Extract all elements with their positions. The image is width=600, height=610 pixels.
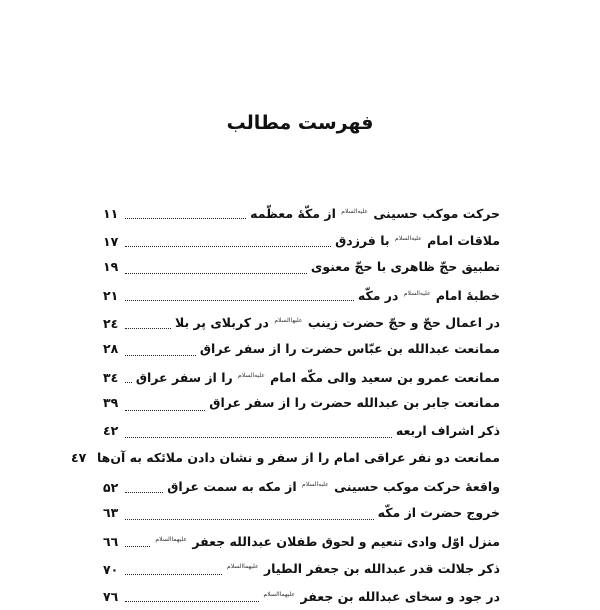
toc-page-number: ۵۲ [103, 479, 119, 495]
toc-entry-title-text: حرکت موکب حسینی [373, 206, 500, 222]
honorific-symbol: علیه‌السلام [403, 290, 431, 298]
toc-entry-title [335, 227, 500, 253]
toc-entry[interactable] [103, 282, 500, 309]
toc-page-number: ٦۳ [103, 504, 119, 520]
toc-page-number: ۷٦ [103, 588, 119, 604]
honorific-symbol: علیه‌السلام [238, 372, 265, 380]
toc-entry-title [250, 200, 500, 226]
toc-entry[interactable] [103, 255, 500, 282]
toc-entry-title-text-continued: را از سفر عراق [135, 370, 233, 386]
dot-leader [125, 410, 205, 411]
honorific-symbol: علیه‌السلام [341, 208, 368, 215]
honorific-symbol: علیهاالسلام [274, 317, 303, 325]
honorific-symbol: علیهماالسلام [226, 563, 259, 571]
toc-entry-title-text: در جود و سخای عبدالله بن جعفر [300, 588, 500, 604]
toc-entry-title-text-continued: با فرزدق [335, 233, 390, 249]
dot-leader [125, 355, 196, 356]
toc-page-number: ۱۹ [103, 258, 119, 274]
dot-leader [125, 218, 246, 219]
dot-leader [125, 273, 307, 274]
toc-entry-title-text: ذکر جلالت قدر عبدالله بن جعفر الطیار [263, 561, 500, 577]
toc-entry-title [358, 282, 500, 308]
toc-entry[interactable] [103, 227, 500, 254]
toc-entry-title-text: خروج حضرت از مکّه [377, 504, 500, 520]
toc-entry[interactable] [103, 391, 500, 418]
dot-leader [125, 574, 222, 575]
toc-page-number: ٤۷ [70, 450, 87, 466]
dot-leader [125, 382, 132, 383]
toc-entry[interactable] [103, 309, 500, 336]
toc-entry[interactable] [103, 419, 500, 446]
toc-entry-title [167, 473, 500, 499]
toc-entry[interactable] [103, 473, 500, 500]
toc-entry-title-text-continued: در کربلای پر بلا [174, 315, 269, 331]
toc-entry[interactable] [103, 200, 500, 227]
toc-entry-title-text: ممانعت دو نفر عراقی امام را از سفر و نشان دادن ملائکه به آن‌ها [96, 450, 500, 466]
toc-entry-title [200, 337, 500, 361]
toc-entry-title-text: واقعهٔ حرکت موکب حسینی [334, 479, 500, 495]
toc-entry-title-text: ممانعت عمرو بن سعید والی مکّه امام [270, 370, 500, 386]
toc-entry[interactable] [103, 528, 500, 555]
toc-entry-title [378, 501, 500, 525]
dot-leader [125, 546, 150, 547]
toc-entry-title-text-continued: از مکّهٔ معظّمه [250, 206, 336, 222]
toc-entry-title [136, 364, 500, 390]
dot-leader [125, 328, 171, 329]
toc-page-number: ۳۹ [103, 395, 119, 411]
toc-entry-title-text: ملاقات امام [427, 233, 500, 249]
honorific-symbol: علیه‌السلام [302, 481, 329, 489]
dot-leader [125, 300, 354, 301]
toc-page-number: ۷۰ [103, 561, 119, 577]
toc-entry-title-text: ممانعت عبدالله بن عبّاس حضرت را از سفر عراق [199, 340, 500, 356]
toc-entry-title [396, 419, 500, 443]
toc-entry-title-text-continued: از مکه به سمت عراق [167, 479, 297, 495]
toc-entry[interactable] [103, 337, 500, 364]
dot-leader [125, 601, 259, 602]
toc-entry-title-text-continued: در مکّه [357, 288, 399, 304]
dot-leader [125, 437, 392, 438]
toc-page-number: ۲۱ [103, 288, 119, 304]
toc-entry[interactable] [103, 555, 500, 582]
toc-page-number: ۲٤ [103, 315, 119, 331]
toc-entry-title-text: خطبهٔ امام [435, 288, 500, 304]
toc-page-number: ۲۸ [103, 340, 119, 356]
toc-entry-title [175, 309, 500, 335]
toc-entry-title [97, 446, 500, 470]
dot-leader [125, 519, 374, 520]
honorific-symbol: علیه‌السلام [394, 235, 422, 243]
honorific-symbol: علیهماالسلام [155, 536, 187, 544]
toc-entry-title-text: در اعمال حجّ و حجّ حضرت زینب [307, 315, 500, 331]
toc-page-number: ۱۱ [103, 206, 119, 222]
table-of-contents [70, 200, 500, 610]
toc-entry-title [154, 528, 500, 554]
toc-entry-title-text: ذکر اشراف اربعه [395, 422, 500, 438]
toc-entry-title-text: تطبیق حجّ ظاهری با حجّ معنوی [310, 258, 500, 274]
toc-entry-title [263, 583, 500, 609]
dot-leader [125, 492, 163, 493]
toc-entry-title-text: منزل اوّل وادی تنعیم و لحوق طفلان عبدالله جعفر [192, 534, 500, 550]
toc-entry-title [226, 555, 500, 581]
toc-entry-title-text: ممانعت جابر بن عبدالله حضرت را از سفر عراق [209, 395, 500, 411]
toc-entry-title [311, 255, 500, 279]
page-title: فهرست مطالب [226, 112, 374, 134]
toc-entry[interactable] [103, 583, 500, 610]
dot-leader [125, 246, 331, 247]
toc-page-number: ۳٤ [103, 370, 119, 386]
toc-page-number: ٤۲ [103, 422, 119, 438]
toc-entry-title [209, 391, 500, 415]
toc-page-number: ۱۷ [103, 233, 119, 249]
toc-entry[interactable] [103, 364, 500, 391]
toc-page-number: ٦٦ [103, 534, 119, 550]
toc-entry[interactable] [70, 446, 500, 473]
toc-entry[interactable] [103, 501, 500, 528]
honorific-symbol: علیهماالسلام [263, 590, 296, 598]
